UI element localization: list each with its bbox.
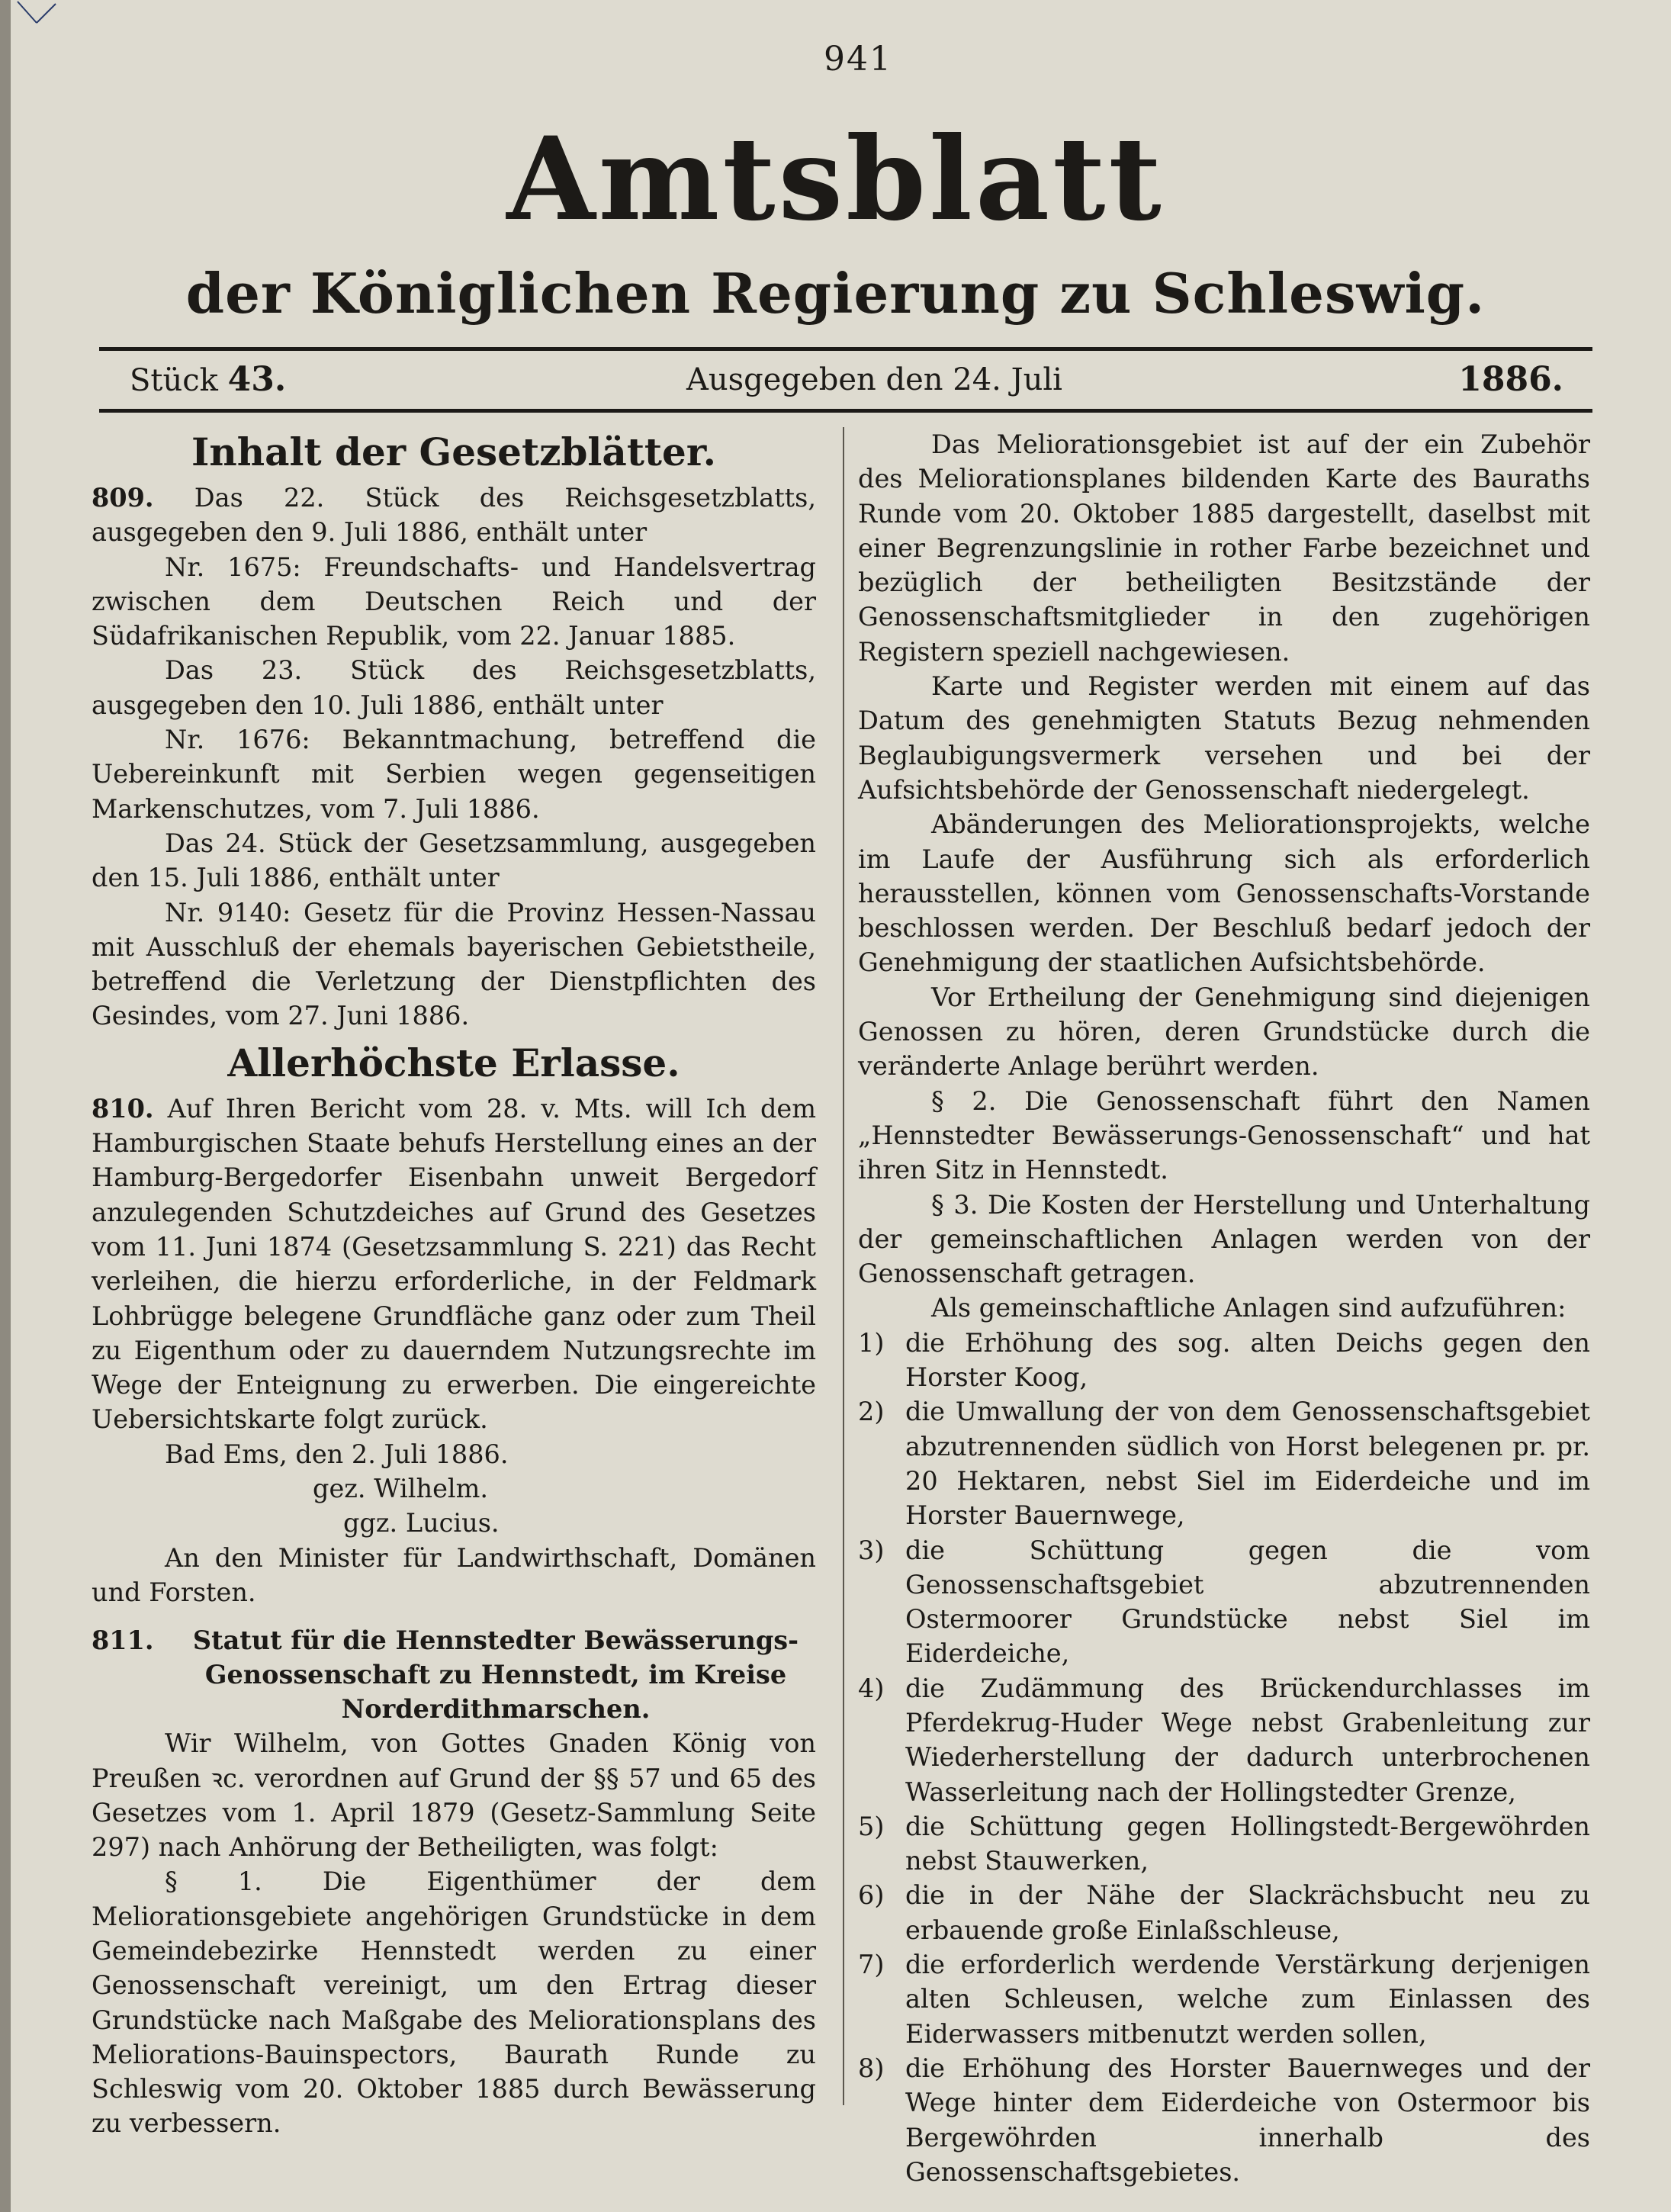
list-text: die Umwallung der von dem Genossenschaftsgebiet abzutrennenden südlich von Horst belegenen pr. pr. 20 Hektaren, nebst Siel im Eiderdeiche und im Horster Bauernwege,: [905, 1397, 1590, 1531]
scan-edge: [0, 0, 11, 2212]
entry-809: [92, 481, 816, 550]
issue-number-value: 43.: [227, 360, 287, 399]
paragraph: Wir Wilhelm, von Gottes Gnaden König von Preußen ꝛc. verordnen auf Grund der §§ 57 und 65 des Gesetzes vom 1. April 1879 (Gesetz-Sammlung Seite 297) nach Anhörung der Betheiligten, was folgt:: [92, 1728, 816, 1863]
list-number: 7): [858, 1950, 885, 1980]
paragraph: Vor Ertheilung der Genehmigung sind diejenigen Genossen zu hören, deren Grundstücke durch die veränderte Anlage berührt werden.: [858, 982, 1590, 1082]
entry-number: 811.: [92, 1625, 154, 1656]
facilities-list: [858, 1326, 1590, 2189]
paragraph: Nr. 1675: Freundschafts- und Handelsvertrag zwischen dem Deutschen Reich und der Südafrikanischen Republik, vom 22. Januar 1885.: [92, 551, 816, 651]
paragraph: Das 24. Stück der Gesetzsammlung, ausgegeben den 15. Juli 1886, enthält unter: [92, 828, 816, 893]
list-item: [858, 1394, 1590, 1532]
paragraph: Das Meliorationsgebiet ist auf der ein Zubehör des Meliorationsplanes bildenden Karte des Bauraths Runde vom 20. Oktober 1885 dargestellt, daselbst mit einer Begrenzungslinie in rother Farbe bezeichnet und bezüglich der betheiligten Besitzstände der Genossenschaftsmitglieder in den zugehörigen Registern speziell nachgewiesen.: [858, 429, 1590, 667]
left-column: [92, 427, 816, 2141]
decree-place-date: Bad Ems, den 2. Juli 1886.: [165, 1439, 509, 1469]
list-item: [858, 1809, 1590, 1879]
masthead-title: Amtsblatt: [506, 112, 1165, 246]
list-number: 5): [858, 1811, 885, 1841]
right-column: [858, 427, 1590, 2189]
list-text: die Schüttung gegen die vom Genossenschaftsgebiet abzutrennenden Ostermoorer Grundstücke nebst Siel im Eiderdeiche,: [905, 1535, 1590, 1669]
list-item: [858, 2051, 1590, 2189]
entry-811-heading: [92, 1623, 816, 1726]
paragraph: § 2. Die Genossenschaft führt den Namen „Hennstedter Bewässerungs-Genossenschaft“ und hat ihren Sitz in Hennstedt.: [858, 1085, 1590, 1185]
paragraph: Das 23. Stück des Reichsgesetzblatts, ausgegeben den 10. Juli 1886, enthält unter: [92, 655, 816, 720]
list-text: die Zudämmung des Brückendurchlasses im Pferdekrug-Huder Wege nebst Grabenleitung zur Wiederherstellung der dadurch unterbrochenen Wasserleitung nach der Hollingstedter Grenze,: [905, 1673, 1590, 1807]
list-text: die Schüttung gegen Hollingstedt-Bergewöhrden nebst Stauwerken,: [905, 1811, 1590, 1876]
entry-number: 809.: [92, 483, 154, 513]
list-text: die Erhöhung des Horster Bauernweges und der Wege hinter dem Eiderdeiche von Ostermoor bis Bergewöhrden innerhalb des Genossenschaftsgebietes.: [905, 2053, 1590, 2187]
entry-810: [92, 1092, 816, 1437]
issue-line: [130, 357, 1563, 403]
paragraph: Nr. 9140: Gesetz für die Provinz Hessen-Nassau mit Ausschluß der ehemals bayerischen Gebietstheile, betreffend die Verletzung der Dienstpflichten des Gesindes, vom 27. Juni 1886.: [92, 897, 816, 1031]
paragraph: Als gemeinschaftliche Anlagen sind aufzuführen:: [931, 1293, 1567, 1323]
masthead-subtitle: der Königlichen Regierung zu Schleswig.: [185, 261, 1486, 326]
list-number: 3): [858, 1535, 885, 1565]
list-text: die Erhöhung des sog. alten Deichs gegen den Horster Koog,: [905, 1327, 1590, 1393]
list-item: [858, 1947, 1590, 2051]
list-number: 1): [858, 1327, 885, 1358]
section-heading-decrees: Allerhöchste Erlasse.: [227, 1040, 680, 1085]
list-number: 2): [858, 1397, 885, 1427]
header-rule-top: [99, 347, 1592, 351]
section-heading-laws: Inhalt der Gesetzblätter.: [191, 429, 716, 474]
paragraph: Karte und Register werden mit einem auf das Datum des genehmigten Statuts Bezug nehmenden Beglaubigungsvermerk versehen und bei der Aufsichtsbehörde der Genossenschaft niedergelegt.: [858, 671, 1590, 805]
paragraph: § 3. Die Kosten der Herstellung und Unterhaltung der gemeinschaftlichen Anlagen werden von der Genossenschaft getragen.: [858, 1189, 1590, 1289]
list-number: 4): [858, 1673, 885, 1703]
statute-title: Statut für die Hennstedter Bewässerungs-Genossenschaft zu Hennstedt, im Kreise Norderdithmarschen.: [192, 1625, 799, 1725]
decree-countersignature: ggz. Lucius.: [343, 1508, 500, 1538]
paragraph: § 1. Die Eigenthümer der dem Meliorationsgebiete angehörigen Grundstücke in dem Gemeindebezirke Hennstedt werden zu einer Genossenschaft vereinigt, um den Ertrag dieser Grundstücke nach Maßgabe des Meliorationsplans des Meliorations-Bauinspectors, Baurath Runde zu Schleswig vom 20. Oktober 1885 durch Bewässerung zu verbessern.: [92, 1866, 816, 2139]
list-item: [858, 1533, 1590, 1671]
paragraph: Abänderungen des Meliorationsprojekts, welche im Laufe der Ausführung sich als erforderlich herausstellen, können vom Genossenschafts-Vorstande beschlossen werden. Der Beschluß bedarf jedoch der Genehmigung der staatlichen Aufsichtsbehörde.: [858, 809, 1590, 978]
list-number: 6): [858, 1880, 885, 1911]
list-item: [858, 1878, 1590, 1947]
entry-text: Das 22. Stück des Reichsgesetzblatts, ausgegeben den 9. Juli 1886, enthält unter: [92, 483, 816, 548]
header-rule-bottom: [99, 409, 1592, 413]
issue-number: [130, 357, 286, 403]
entry-number: 810.: [92, 1093, 154, 1124]
entry-text: Auf Ihren Bericht vom 28. v. Mts. will Ich dem Hamburgischen Staate behufs Herstellung eines an der Hamburg-Bergedorfer Eisenbahn unweit Bergedorf anzulegenden Schutzdeiches auf Grund des Gesetzes vom 11. Juni 1874 (Gesetzsammlung S. 221) das Recht verleihen, die hierzu erforderliche, in der Feldmark Lohbrügge belegene Grundfläche ganz oder zum Theil zu Eigenthum oder zu dauerndem Nutzungsrechte im Wege der Enteignung zu erwerben. Die eingereichte Uebersichtskarte folgt zurück.: [92, 1093, 816, 1435]
column-divider: [843, 427, 844, 2105]
paragraph: Nr. 1676: Bekanntmachung, betreffend die Uebereinkunft mit Serbien wegen gegenseitigen Markenschutzes, vom 7. Juli 1886.: [92, 725, 816, 824]
pencil-mark-icon: [14, 0, 59, 31]
list-item: [858, 1671, 1590, 1809]
list-text: die in der Nähe der Slackrächsbucht neu zu erbauende große Einlaßschleuse,: [905, 1880, 1590, 1945]
issue-year: 1886.: [1458, 360, 1563, 399]
issue-label: Stück: [130, 363, 218, 398]
list-item: [858, 1326, 1590, 1395]
list-number: 8): [858, 2053, 885, 2083]
page-number: 941: [824, 40, 892, 79]
decree-addressee: An den Minister für Landwirthschaft, Domänen und Forsten.: [92, 1542, 816, 1607]
list-text: die erforderlich werdende Verstärkung derjenigen alten Schleusen, welche zum Einlassen des Eiderwassers mitbenutzt werden sollen,: [905, 1950, 1590, 2049]
issue-date: Ausgegeben den 24. Juli: [686, 362, 1062, 397]
decree-signature: gez. Wilhelm.: [313, 1474, 489, 1504]
